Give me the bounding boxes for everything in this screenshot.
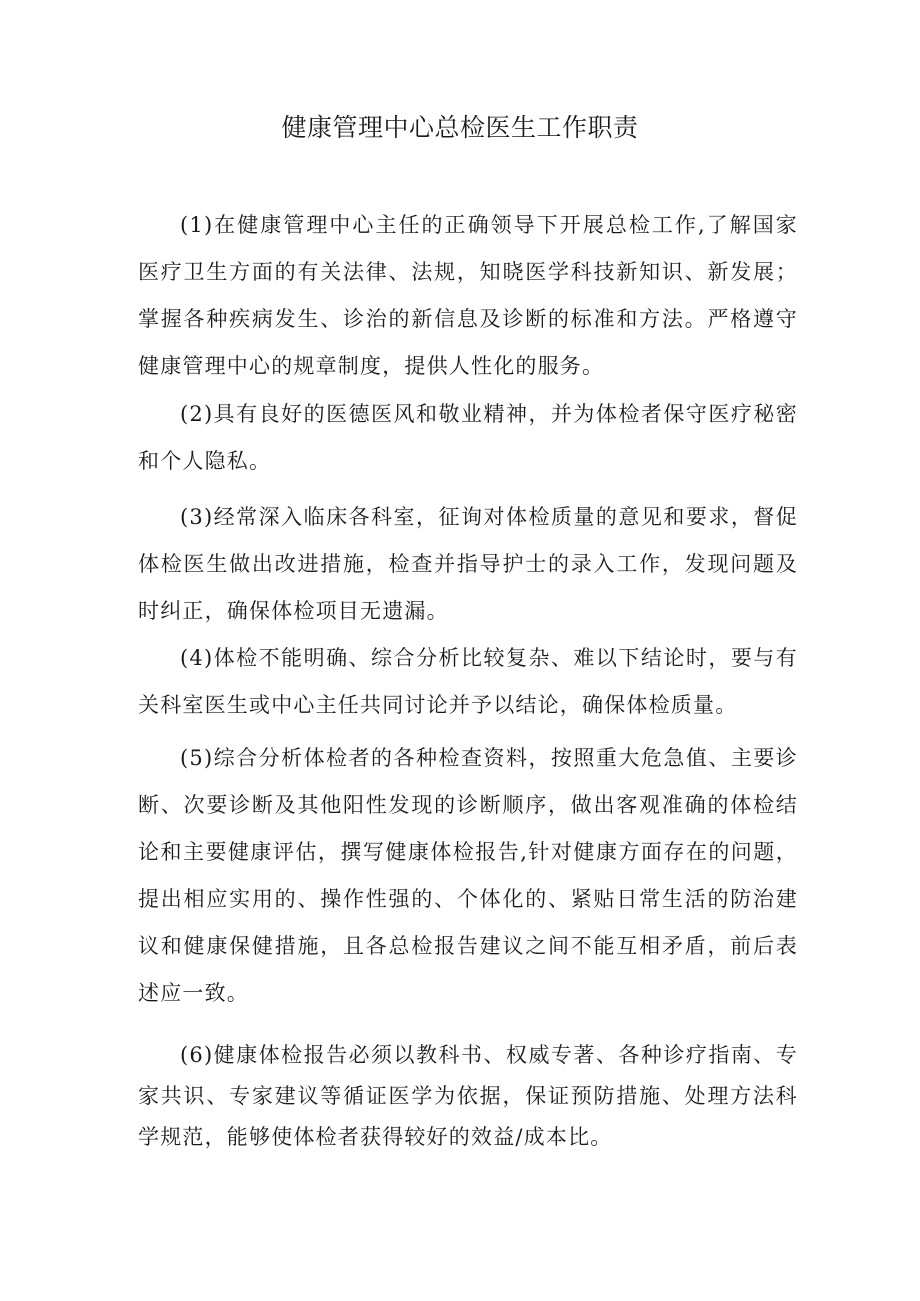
duty-paragraph-3: (3)经常深入临床各科室，征询对体检质量的意见和要求，督促体检医生做出改进措施，检查并指导护士的录入工作，发现问题及时纠正，确保体检项目无遗漏。: [138, 505, 798, 623]
duty-paragraph-5: (5)综合分析体检者的各种检查资料，按照重大危急值、主要诊断、次要诊断及其他阳性发现的诊断顺序，做出客观准确的体检结论和主要健康评估，撰写健康体检报告,针对健康方面存在的问题，提出相应实用的、操作性强的、个体化的、紧贴日常生活的防治建议和健康保健措施，且各总检报告建议之间不能互相矛盾，前后表述应一致。: [138, 746, 798, 1005]
duty-paragraph-6: (6)健康体检报告必须以教科书、权威专著、各种诊疗指南、专家共识、专家建议等循证医学为依据，保证预防措施、处理方法科学规范，能够使体检者获得较好的效益/成本比。: [138, 1043, 798, 1149]
duty-paragraph-2: (2)具有良好的医德医风和敬业精神，并为体检者保守医疗秘密和个人隐私。: [138, 402, 798, 473]
duty-paragraph-4: (4)体检不能明确、综合分析比较复杂、难以下结论时，要与有关科室医生或中心主任共同讨论并予以结论，确保体检质量。: [138, 646, 798, 717]
document-title: 健康管理中心总检医生工作职责: [281, 113, 639, 142]
duty-paragraph-1: (1)在健康管理中心主任的正确领导下开展总检工作,了解国家医疗卫生方面的有关法律、法规，知晓医学科技新知识、新发展；掌握各种疾病发生、诊治的新信息及诊断的标准和方法。严格遵守健康管理中心的规章制度，提供人性化的服务。: [138, 213, 798, 378]
